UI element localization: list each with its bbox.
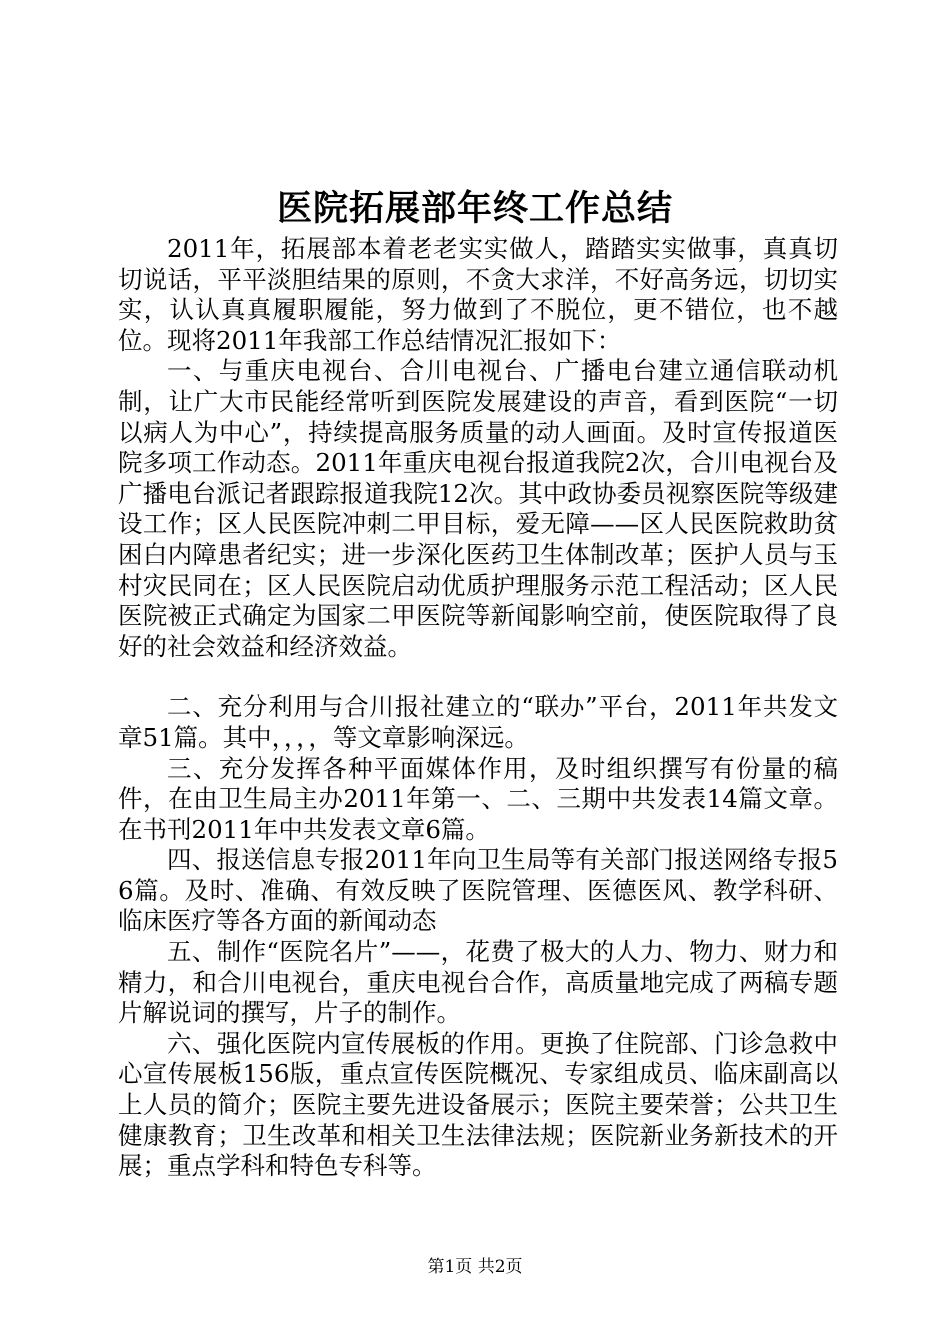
document-title: 医院拓展部年终工作总结: [276, 188, 673, 229]
paragraph-section-2: 二、充分利用与合川报社建立的“联办”平台，2011年共发文章51篇。其中，，，，等文章影响深远。: [118, 692, 838, 752]
paragraph-section-6: 六、强化医院内宣传展板的作用。更换了住院部、门诊急救中心宣传展板156版，重点宣传医院概况、专家组成员、临床副高以上人员的简介；医院主要先进设备展示；医院主要荣誉；公共卫生健康教育；卫生改革和相关卫生法律法规；医院新业务新技术的开展；重点学科和特色专科等。: [118, 1028, 838, 1181]
paragraph-intro: 2011年，拓展部本着老老实实做人，踏踏实实做事，真真切切说话，平平淡胆结果的原则，不贪大求洋，不好高务远，切切实实，认认真真履职履能，努力做到了不脱位，更不错位，也不越位。现将2011年我部工作总结情况汇报如下：: [118, 234, 838, 355]
paragraph-section-4: 四、报送信息专报2011年向卫生局等有关部门报送网络专报56篇。及时、准确、有效反映了医院管理、医德医风、教学科研、临床医疗等各方面的新闻动态: [118, 845, 838, 936]
paragraph-section-3: 三、充分发挥各种平面媒体作用，及时组织撰写有份量的稿件，在由卫生局主办2011年第一、二、三期中共发表14篇文章。在书刊2011年中共发表文章6篇。: [118, 753, 838, 844]
paragraph-section-5: 五、制作“医院名片”——，花费了极大的人力、物力、财力和精力，和合川电视台，重庆电视台合作，高质量地完成了两稿专题片解说词的撰写，片子的制作。: [118, 937, 838, 1028]
document-body: [118, 234, 838, 1182]
paragraph-section-1: 一、与重庆电视台、合川电视台、广播电台建立通信联动机制，让广大市民能经常听到医院发展建设的声音，看到医院“一切以病人为中心”，持续提高服务质量的动人画面。及时宣传报道医院多项工作动态。2011年重庆电视台报道我院2次，合川电视台及广播电台派记者跟踪报道我院12次。其中政协委员视察医院等级建设工作；区人民医院冲刺二甲目标，爱无障——区人民医院救助贫困白内障患者纪实；进一步深化医药卫生体制改革；医护人员与玉村灾民同在；区人民医院启动优质护理服务示范工程活动；区人民医院被正式确定为国家二甲医院等新闻影响空前，使医院取得了良好的社会效益和经济效益。: [118, 356, 838, 661]
page-number-footer: 第1页 共2页: [427, 1257, 523, 1277]
